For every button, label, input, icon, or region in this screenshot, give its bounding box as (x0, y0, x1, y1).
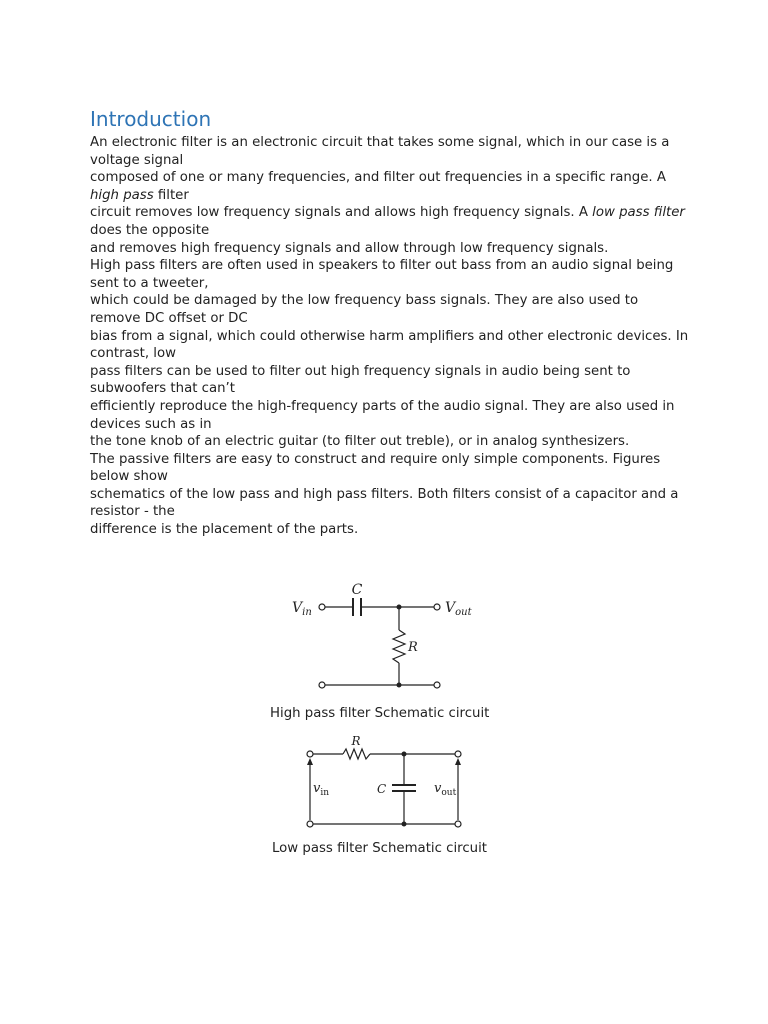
text-run: pass filters can be used to filter out high frequency signals in audio being sent to subwoofers that can’t (90, 363, 631, 397)
vout-subscript: out (455, 607, 472, 618)
svg-text:vout (434, 781, 457, 798)
paragraph-line (90, 134, 690, 169)
resistor-label: R (408, 640, 418, 655)
vin-subscript: in (320, 788, 330, 798)
paragraph-line (90, 398, 690, 433)
vout-label: v (434, 781, 442, 796)
vout-subscript: out (441, 788, 457, 798)
text-run: filter (153, 187, 189, 203)
vout-label: V (445, 600, 456, 616)
paragraph-line (90, 169, 690, 204)
capacitor-label: C (377, 782, 387, 796)
text-run: The passive filters are easy to construct and require only simple components. Figures below show (90, 451, 661, 485)
text-run: schematics of the low pass and high pass filters. Both filters consist of a capacitor and a resistor - the (90, 486, 679, 520)
paragraph-line (90, 204, 690, 239)
paragraph-line (90, 363, 690, 398)
vin-subscript: in (302, 607, 312, 618)
section-heading: Introduction (90, 107, 212, 131)
svg-text:Vin (292, 600, 312, 618)
emphasized-term: low pass filter (592, 205, 685, 221)
emphasized-term: high pass (90, 187, 154, 203)
text-run: difference is the placement of the parts. (90, 522, 359, 538)
resistor-label: R (351, 734, 361, 748)
text-run: efficiently reproduce the high-frequency parts of the audio signal. They are also used in devices such as in (90, 398, 675, 432)
paragraph-line (90, 328, 690, 363)
intro-paragraph (90, 134, 690, 539)
high-pass-caption: High pass filter Schematic circuit (270, 706, 490, 721)
high-pass-schematic (285, 575, 485, 695)
paragraph-line (90, 433, 690, 451)
vin-label: v (313, 781, 321, 796)
text-run: the tone knob of an electric guitar (to filter out treble), or in analog synthesizers. (90, 434, 630, 450)
paragraph-line (90, 257, 690, 292)
capacitor-label: C (351, 582, 363, 598)
paragraph-line (90, 451, 690, 486)
paragraph-line (90, 521, 690, 539)
text-run: and removes high frequency signals and allow through low frequency signals. (90, 240, 609, 256)
paragraph-line (90, 240, 690, 258)
text-run: circuit removes low frequency signals and allows high frequency signals. A (90, 205, 593, 221)
text-run: composed of one or many frequencies, and filter out frequencies in a specific range. A (90, 170, 666, 186)
paragraph-line (90, 292, 690, 327)
paragraph-line (90, 486, 690, 521)
text-run: which could be damaged by the low frequency bass signals. They are also used to remove DC offset or DC (90, 293, 639, 326)
vin-label: V (292, 600, 303, 616)
text-run: does the opposite (90, 222, 210, 238)
svg-text:vin (313, 781, 329, 798)
low-pass-schematic (300, 732, 470, 832)
text-run: bias from a signal, which could otherwise harm amplifiers and other electronic devices. In contrast, low (90, 328, 689, 362)
text-run: An electronic filter is an electronic circuit that takes some signal, which in our case is a voltage signal (90, 135, 670, 168)
low-pass-caption: Low pass filter Schematic circuit (272, 841, 487, 856)
svg-text:Vout (445, 600, 473, 618)
text-run: High pass filters are often used in speakers to filter out bass from an audio signal being sent to a tweeter, (90, 258, 674, 291)
